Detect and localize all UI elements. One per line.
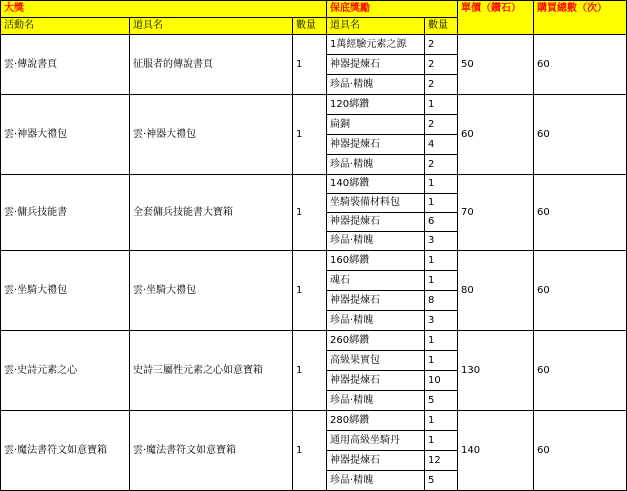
table-row [1,35,627,55]
reward-quantity-cell: 2 [425,115,458,135]
reward-quantity-cell: 1 [425,271,458,291]
reward-item-name-cell: 神器提煉石 [327,135,425,155]
reward-item-name-cell: 珍品·精魄 [327,75,425,95]
unit-price-cell: 60 [458,95,534,175]
table-row [1,331,627,351]
quantity-cell: 1 [293,411,327,491]
reward-quantity-cell: 1 [425,175,458,194]
reward-quantity-cell: 1 [425,194,458,213]
item-name-header: 道具名 [130,18,293,35]
reward-item-name-cell: 神器提煉石 [327,213,425,232]
activity-name-cell: 雲·神器大禮包 [1,95,130,175]
unit-price-cell: 80 [458,251,534,331]
reward-quantity-cell: 2 [425,75,458,95]
reward-item-name-cell: 神器提煉石 [327,55,425,75]
total-purchases-cell: 60 [534,175,627,251]
reward-item-name-cell: 神器提煉石 [327,291,425,311]
reward-item-name-cell: 280綁鑽 [327,411,425,431]
item-name-cell: 雲·魔法書符文如意寶箱 [130,411,293,491]
unit-price-cell: 70 [458,175,534,251]
reward-item-name-header: 道具名 [327,18,425,35]
reward-quantity-cell: 2 [425,55,458,75]
table-row [1,411,627,431]
unit-price-cell: 50 [458,35,534,95]
reward-item-name-cell: 神器提煉石 [327,371,425,391]
reward-quantity-cell: 8 [425,291,458,311]
total-purchases-cell: 60 [534,331,627,411]
reward-quantity-cell: 1 [425,95,458,115]
reward-item-name-cell: 坐騎裝備材料包 [327,194,425,213]
reward-quantity-cell: 12 [425,451,458,471]
table-row [1,251,627,271]
reward-item-name-cell: 珍品·精魄 [327,391,425,411]
unit-price-cell: 130 [458,331,534,411]
reward-quantity-cell: 2 [425,35,458,55]
activity-name-cell: 雲·史詩元素之心 [1,331,130,411]
reward-quantity-cell: 1 [425,251,458,271]
unit-price-cell: 140 [458,411,534,491]
reward-item-name-cell: 140綁鑽 [327,175,425,194]
total-purchases-cell: 60 [534,35,627,95]
reward-quantity-cell: 1 [425,411,458,431]
reward-item-name-cell: 珍品·精魄 [327,471,425,491]
activity-name-header: 活動名 [1,18,130,35]
grand-prize-header: 大獎 [1,1,327,18]
reward-quantity-cell: 3 [425,232,458,251]
quantity-cell: 1 [293,95,327,175]
reward-quantity-cell: 10 [425,371,458,391]
quantity-header: 數量 [293,18,327,35]
reward-item-name-cell: 扁銅 [327,115,425,135]
header-row-group [1,1,627,18]
activity-name-cell: 雲·坐騎大禮包 [1,251,130,331]
table-row [1,95,627,115]
reward-quantity-cell: 6 [425,213,458,232]
reward-quantity-cell: 2 [425,155,458,175]
activity-name-cell: 雲·傭兵技能書 [1,175,130,251]
reward-item-name-cell: 魂石 [327,271,425,291]
reward-quantity-cell: 4 [425,135,458,155]
reward-quantity-header: 數量 [425,18,458,35]
quantity-cell: 1 [293,251,327,331]
total-purchases-cell: 60 [534,251,627,331]
reward-item-name-cell: 神器提煉石 [327,451,425,471]
total-purchases-cell: 60 [534,411,627,491]
reward-quantity-cell: 5 [425,471,458,491]
reward-item-name-cell: 珍品·精魄 [327,155,425,175]
reward-quantity-cell: 1 [425,351,458,371]
reward-item-name-cell: 260綁鑽 [327,331,425,351]
item-name-cell: 雲·神器大禮包 [130,95,293,175]
activity-name-cell: 雲·魔法書符文如意寶箱 [1,411,130,491]
reward-quantity-cell: 1 [425,331,458,351]
reward-item-name-cell: 珍品·精魄 [327,311,425,331]
total-purchases-cell: 60 [534,95,627,175]
guarantee-reward-header: 保底獎勵 [327,1,458,18]
reward-item-name-cell: 通用高級坐騎丹 [327,431,425,451]
quantity-cell: 1 [293,35,327,95]
activity-name-cell: 雲·傳說書頁 [1,35,130,95]
item-name-cell: 雲·坐騎大禮包 [130,251,293,331]
total-purchases-header: 購買總數（次） [534,1,627,35]
quantity-cell: 1 [293,175,327,251]
reward-quantity-cell: 1 [425,431,458,451]
quantity-cell: 1 [293,331,327,411]
unit-price-header: 單價（鑽石） [458,1,534,35]
item-name-cell: 全套傭兵技能書大寶箱 [130,175,293,251]
reward-item-name-cell: 160綁鑽 [327,251,425,271]
table-row [1,175,627,194]
reward-quantity-cell: 5 [425,391,458,411]
reward-item-name-cell: 珍品·精魄 [327,232,425,251]
item-name-cell: 征服者的傳說書頁 [130,35,293,95]
reward-item-name-cell: 高級果實包 [327,351,425,371]
reward-item-name-cell: 1萬經驗元素之源 [327,35,425,55]
reward-quantity-cell: 3 [425,311,458,331]
reward-item-name-cell: 120綁鑽 [327,95,425,115]
item-name-cell: 史詩三屬性元素之心如意寶箱 [130,331,293,411]
